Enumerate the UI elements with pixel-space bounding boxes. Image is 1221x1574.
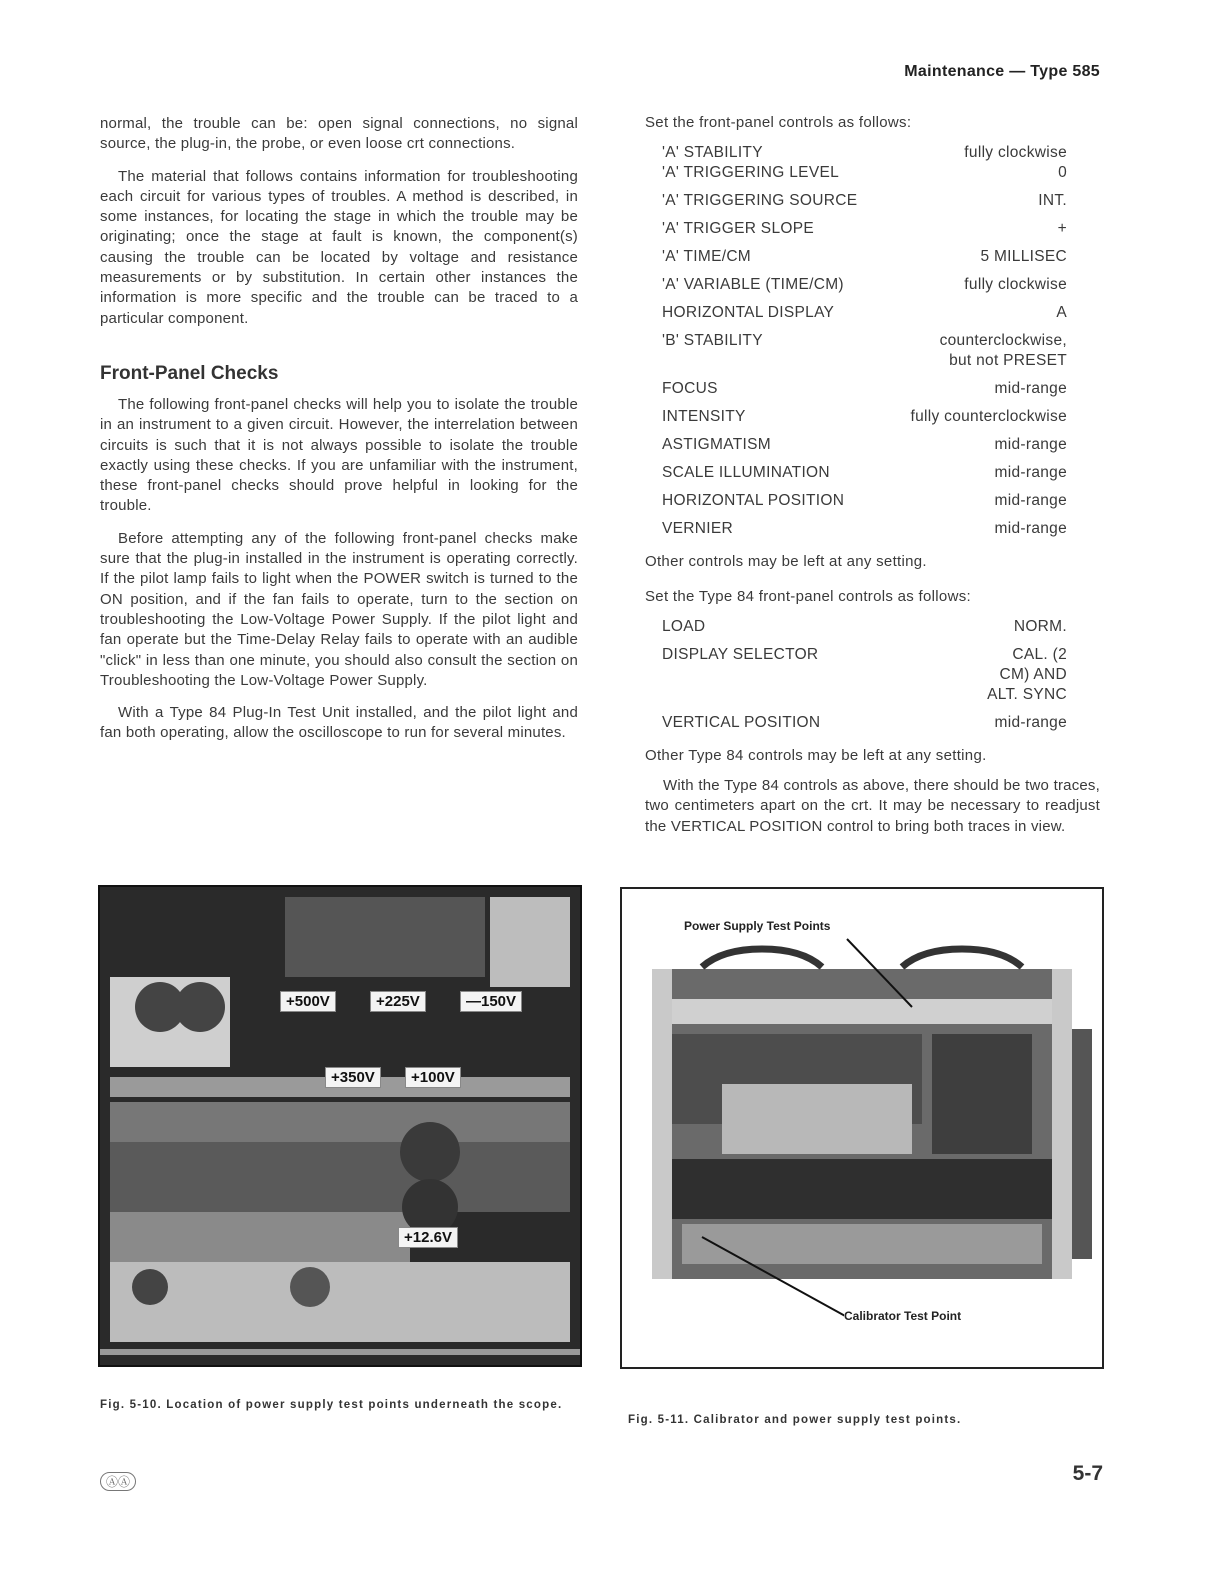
final-paragraph: With the Type 84 controls as above, there should be two traces, two centimeters apart on the crt. It may be necessary to readjust the VERTICAL POSITION control to bring both traces in view.	[645, 777, 1100, 835]
control-value: +	[1057, 220, 1067, 237]
test-point-label: +350V	[325, 1067, 381, 1088]
test-point-label: +500V	[280, 991, 336, 1012]
control-row	[645, 219, 1105, 247]
type84-intro: Set the Type 84 front-panel controls as follows:	[645, 588, 971, 605]
controls-intro: Set the front-panel controls as follows:	[645, 114, 912, 131]
control-row	[645, 435, 1105, 463]
control-value: mid-range	[994, 464, 1067, 481]
control-row	[645, 247, 1105, 275]
control-row	[645, 191, 1105, 219]
fig-5-11-caption: Fig. 5-11. Calibrator and power supply test points.	[628, 1414, 962, 1426]
control-name: ASTIGMATISM	[662, 436, 771, 453]
control-name: INTENSITY	[662, 408, 746, 425]
control-name: 'A' TRIGGERING SOURCE	[662, 192, 858, 209]
control-row	[645, 491, 1105, 519]
control-value: mid-range	[994, 492, 1067, 509]
control-value: fully clockwise	[964, 144, 1067, 161]
control-value: mid-range	[994, 714, 1067, 731]
control-value: INT.	[1038, 192, 1067, 209]
control-name: 'B' STABILITY	[662, 332, 763, 349]
paragraph-4: Before attempting any of the following front-panel checks make sure that the plug-in installed in the instrument is operating correctly. If the pilot lamp fails to light when the POWER switch is turned to the ON position, and if the fan fails to operate, turn to the section on troubleshooting the Low-Voltage Power Supply. If the pilot light and fan operate but the Time-Delay Relay fails to operate with an audible "click" in less than one minute, you should also consult the section on Troubleshooting the Low-Voltage Power Supply.	[100, 529, 578, 689]
chassis-underside-illustration	[100, 887, 580, 1365]
control-value: 5 MILLISEC	[980, 248, 1067, 265]
control-name: 'A' TIME/CM	[662, 248, 752, 265]
control-value: mid-range	[994, 380, 1067, 397]
control-row	[645, 645, 1105, 713]
control-row	[645, 463, 1105, 491]
control-name: HORIZONTAL POSITION	[662, 492, 845, 509]
control-row	[645, 379, 1105, 407]
control-row	[645, 303, 1105, 331]
oscilloscope-top-illustration	[622, 889, 1102, 1367]
control-name: 'A' STABILITY	[662, 144, 763, 161]
fig-5-11-photo	[620, 887, 1104, 1369]
control-row	[645, 713, 1105, 741]
control-row	[645, 519, 1105, 547]
control-value: CAL. (2 CM) AND ALT. SYNC	[987, 646, 1067, 703]
section-title: Front-Panel Checks	[100, 362, 279, 384]
control-row	[645, 331, 1105, 379]
control-name: 'A' VARIABLE (TIME/CM)	[662, 276, 844, 293]
control-name: FOCUS	[662, 380, 718, 397]
control-row	[645, 617, 1105, 645]
controls-note: Other controls may be left at any setting.	[645, 553, 927, 570]
control-name: HORIZONTAL DISPLAY	[662, 304, 835, 321]
control-row	[645, 275, 1105, 303]
control-name: DISPLAY SELECTOR	[662, 646, 819, 663]
power-supply-test-points-label: Power Supply Test Points	[684, 919, 831, 933]
control-row	[645, 163, 1105, 191]
tektronix-logo: ⒶⒶ	[100, 1472, 136, 1491]
control-value: A	[1056, 304, 1067, 321]
type84-note: Other Type 84 controls may be left at any setting.	[645, 747, 987, 764]
control-value: counterclockwise, but not PRESET	[939, 332, 1067, 369]
test-point-label: +100V	[405, 1067, 461, 1088]
test-point-label: +12.6V	[398, 1227, 458, 1248]
test-point-label: +225V	[370, 991, 426, 1012]
paragraph-5: With a Type 84 Plug-In Test Unit installed, and the pilot light and fan both operating, allow the oscilloscope to run for several minutes.	[100, 704, 578, 742]
control-name: 'A' TRIGGERING LEVEL	[662, 164, 840, 181]
control-value: 0	[1058, 164, 1067, 181]
paragraph-1: normal, the trouble can be: open signal connections, no signal source, the plug-in, the probe, or even loose crt connections.	[100, 115, 578, 153]
control-value: fully counterclockwise	[910, 408, 1067, 425]
left-column	[100, 114, 578, 756]
control-value: NORM.	[1013, 618, 1067, 635]
control-row	[645, 407, 1105, 435]
control-name: VERNIER	[662, 520, 734, 537]
paragraph-2: The material that follows contains information for troubleshooting each circuit for various types of troubles. A method is described, in some instances, for locating the stage in which the trouble may be originating; once the stage at fault is known, the component(s) causing the trouble can be located by voltage and resistance measurements or by substitution. In certain other instances the information is more specific and the trouble can be traced to a particular component.	[100, 167, 578, 327]
control-row	[645, 143, 1105, 163]
type84-controls-table	[645, 617, 1105, 741]
test-point-label: —150V	[460, 991, 522, 1012]
running-header: Maintenance — Type 585	[904, 63, 1100, 80]
calibrator-test-point-label: Calibrator Test Point	[844, 1309, 962, 1323]
control-value: mid-range	[994, 520, 1067, 537]
controls-table	[645, 143, 1105, 547]
control-name: LOAD	[662, 618, 706, 635]
paragraph-3: The following front-panel checks will help you to isolate the trouble in an instrument to a given circuit. However, the interrelation between circuits is such that it is not always possible to isolate the trouble exactly using these checks. If you are unfamiliar with the instrument, these front-panel checks should prove helpful in looking for the trouble.	[100, 395, 578, 515]
control-value: mid-range	[994, 436, 1067, 453]
fig-5-10-caption: Fig. 5-10. Location of power supply test points underneath the scope.	[100, 1399, 563, 1411]
control-value: fully clockwise	[964, 276, 1067, 293]
control-name: SCALE ILLUMINATION	[662, 464, 830, 481]
right-column	[645, 114, 1105, 849]
control-name: VERTICAL POSITION	[662, 714, 821, 731]
page-number: 5-7	[1072, 1462, 1103, 1485]
control-name: 'A' TRIGGER SLOPE	[662, 220, 814, 237]
fig-5-10-photo	[98, 885, 582, 1367]
